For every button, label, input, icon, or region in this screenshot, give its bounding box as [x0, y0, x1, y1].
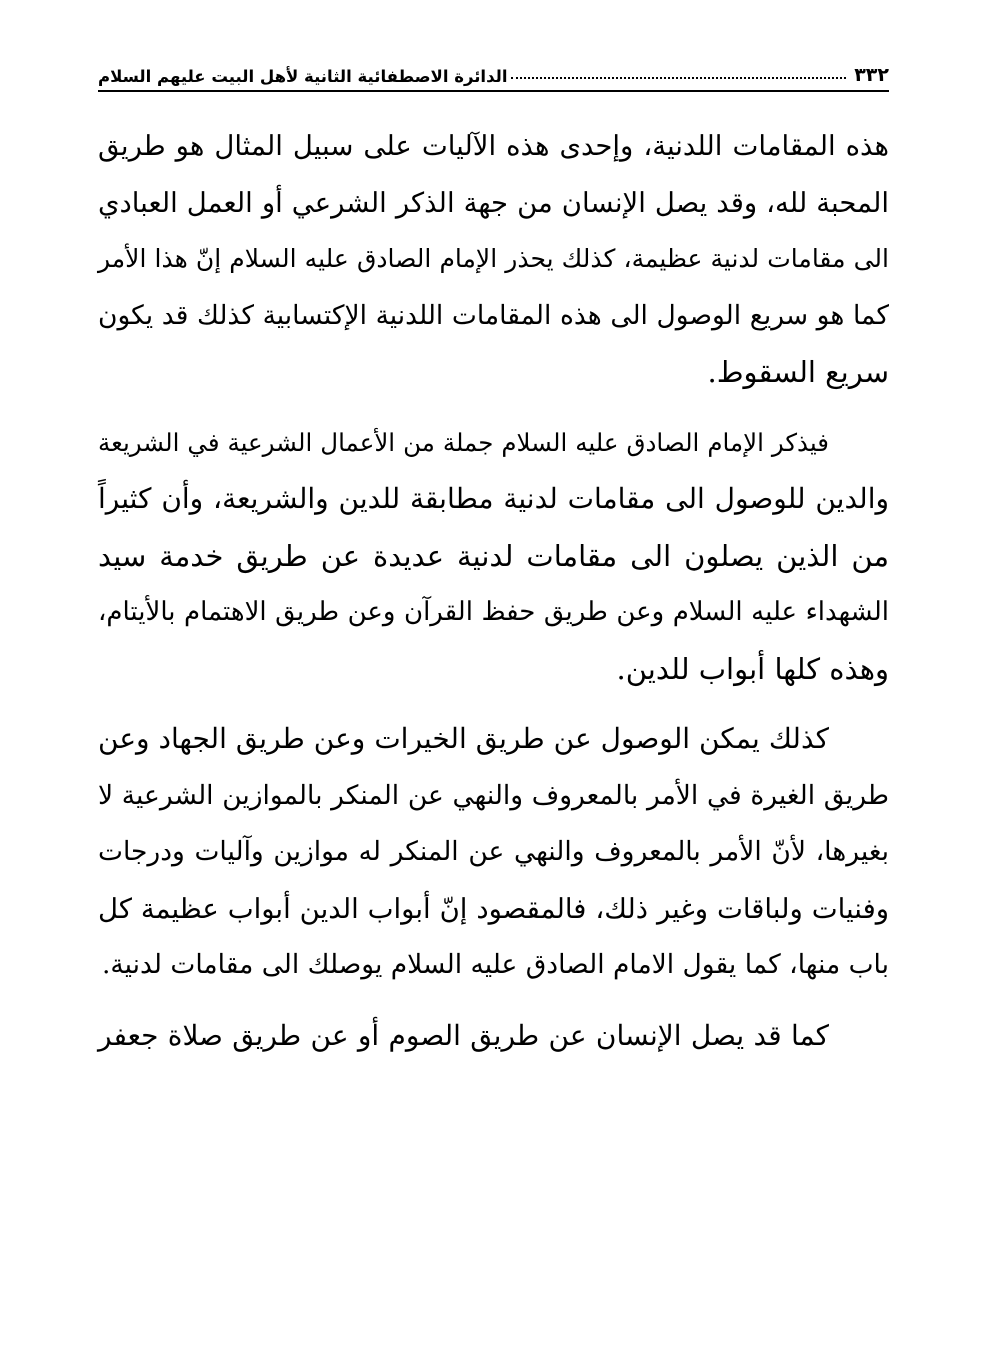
dotted-leader: [511, 77, 846, 79]
text-line: والدين للوصول الى مقامات لدنية مطابقة للدين والشريعة، وأن كثيراً: [98, 482, 889, 515]
running-title: الدائرة الاصطفائية الثانية لأهل البيت عليهم السلام: [98, 67, 508, 86]
text-line: الى مقامات لدنية عظيمة، كذلك يحذر الإمام الصادق عليه السلام إنّ هذا الأمر: [98, 244, 889, 273]
paragraph: [98, 415, 889, 698]
text-line: باب منها، كما يقول الامام الصادق عليه السلام يوصلك الى مقامات لدنية.: [102, 949, 889, 980]
page-number: ٣٣٢: [854, 64, 889, 86]
text-line: كما هو سريع الوصول الى هذه المقامات اللدنية الإكتسابية كذلك قد يكون: [98, 299, 889, 331]
header-rule: [98, 90, 889, 92]
paragraph: [98, 711, 889, 994]
text-line: كما قد يصل الإنسان عن طريق الصوم أو عن طريق صلاة جعفر: [98, 1018, 829, 1052]
page-header: [98, 50, 889, 86]
text-line: هذه المقامات اللدنية، وإحدى هذه الآليات على سبيل المثال هو طريق: [98, 130, 889, 162]
text-line: وفنيات ولباقات وغير ذلك، فالمقصود إنّ أبواب الدين أبواب عظيمة كل: [98, 892, 889, 925]
text-line: طريق الغيرة في الأمر بالمعروف والنهي عن المنكر بالموازين الشرعية لا: [98, 779, 889, 811]
body-text: [98, 118, 889, 1064]
text-line: فيذكر الإمام الصادق عليه السلام جملة من الأعمال الشرعية في الشريعة: [98, 427, 829, 457]
text-line: الشهداء عليه السلام وعن طريق حفظ القرآن وعن طريق الاهتمام بالأيتام،: [98, 597, 889, 627]
text-line: سريع السقوط.: [707, 355, 889, 389]
text-line: المحبة لله، وقد يصل الإنسان من جهة الذكر الشرعي أو العمل العبادي: [98, 186, 889, 219]
text-line: من الذين يصلون الى مقامات لدنية عديدة عن طريق خدمة سيد: [98, 538, 889, 573]
text-line: وهذه كلها أبواب للدين.: [616, 651, 889, 686]
paragraph: [98, 1008, 889, 1065]
text-line: كذلك يمكن الوصول عن طريق الخيرات وعن طريق الجهاد وعن: [98, 722, 829, 755]
text-line: بغيرها، لأنّ الأمر بالمعروف والنهي عن المنكر له موازين وآليات ودرجات: [98, 836, 889, 867]
paragraph: [98, 118, 889, 401]
